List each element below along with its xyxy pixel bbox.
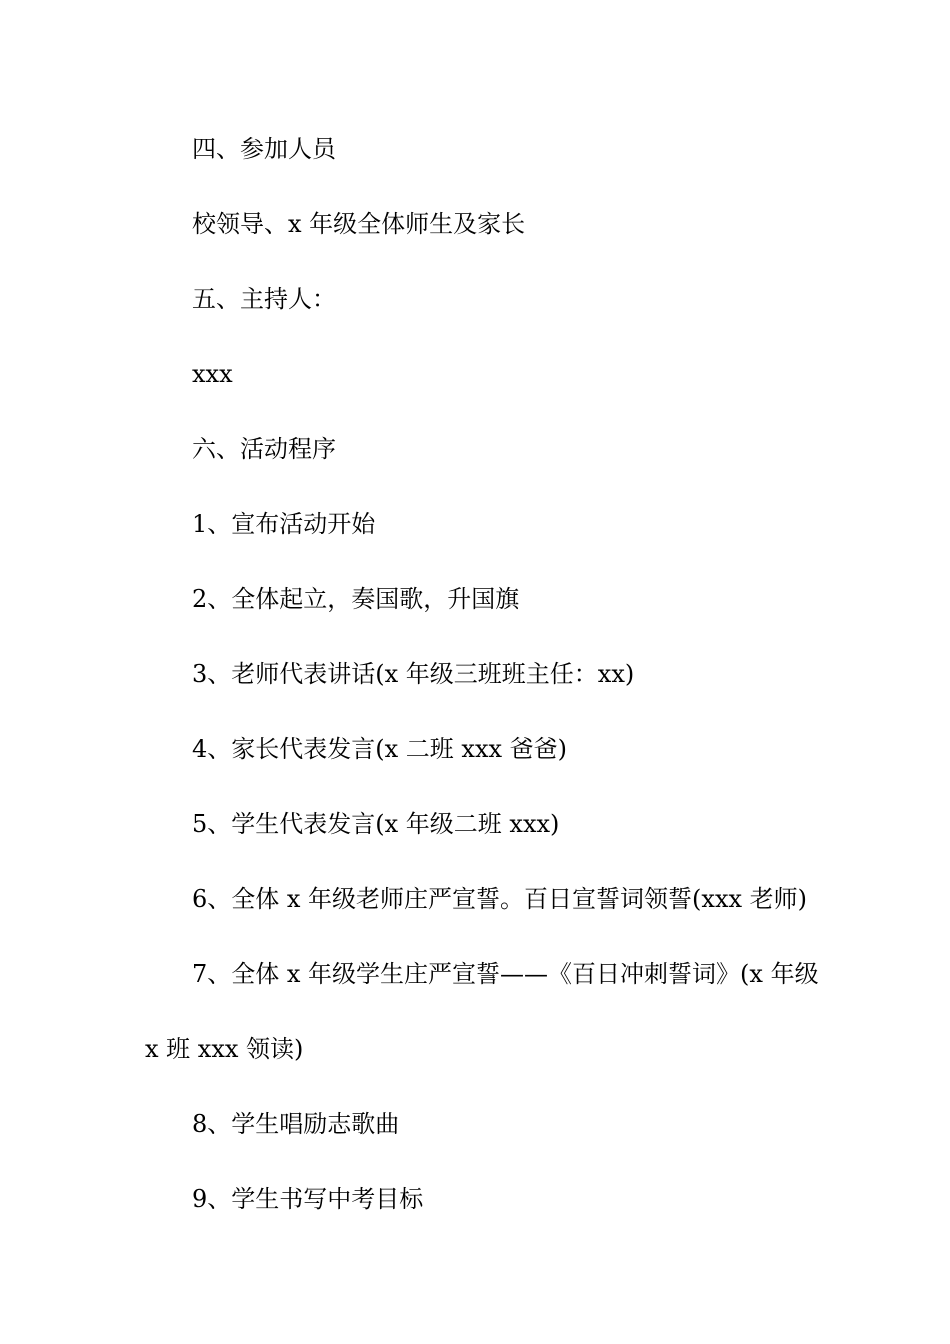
- program-item-6: 6、全体 x 年级老师庄严宣誓。百日宣誓词领誓(xxx 老师): [192, 885, 808, 913]
- program-item-3: 3、老师代表讲话(x 年级三班班主任：xx): [192, 660, 635, 688]
- program-item-7-continuation: x 班 xxx 领读): [145, 1035, 304, 1063]
- program-item-2: 2、全体起立，奏国歌，升国旗: [192, 585, 520, 613]
- paragraph-host: xxx: [192, 360, 233, 388]
- section-heading-program: 六、活动程序: [192, 435, 336, 463]
- program-item-1: 1、宣布活动开始: [192, 510, 376, 538]
- paragraph-participants: 校领导、x 年级全体师生及家长: [192, 210, 526, 238]
- section-heading-participants: 四、参加人员: [192, 135, 336, 163]
- program-item-8: 8、学生唱励志歌曲: [192, 1110, 400, 1138]
- program-item-7: 7、全体 x 年级学生庄严宣誓——《百日冲刺誓词》(x 年级: [192, 960, 819, 988]
- program-item-4: 4、家长代表发言(x 二班 xxx 爸爸): [192, 735, 568, 763]
- section-heading-host: 五、主持人：: [192, 285, 336, 313]
- program-item-5: 5、学生代表发言(x 年级二班 xxx): [192, 810, 560, 838]
- program-item-9: 9、学生书写中考目标: [192, 1185, 424, 1213]
